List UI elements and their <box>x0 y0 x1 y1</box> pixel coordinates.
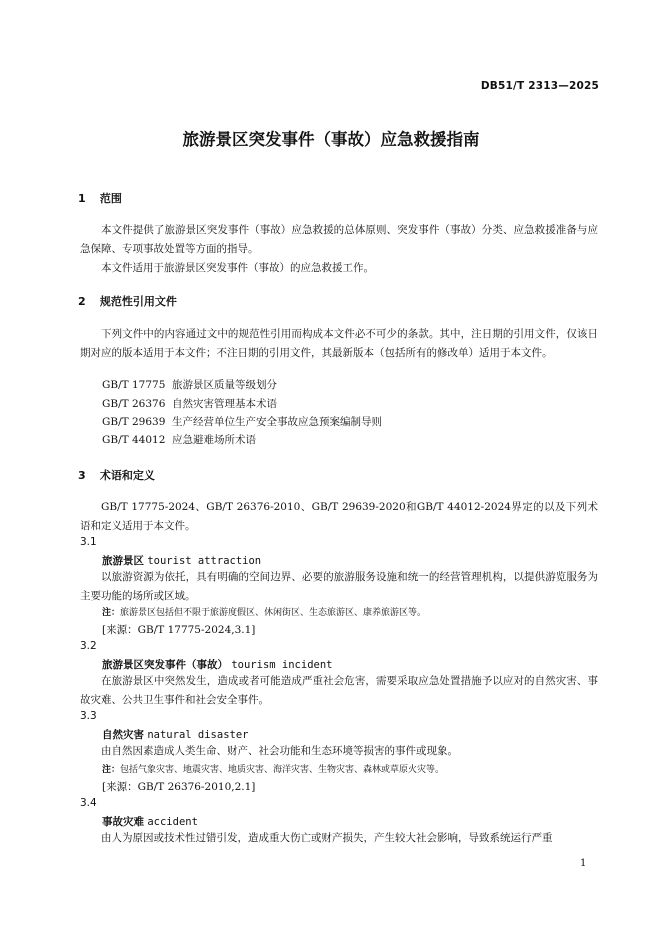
term-definition: 在旅游景区中突然发生，造成或者可能造成严重社会危害，需要采取应急处置措施予以应对的自然灾害、事故灾难、公共卫生事件和社会安全事件。 <box>80 675 598 706</box>
section-1-heading <box>78 190 122 206</box>
term-heading <box>102 727 249 742</box>
term-english: tourist attraction <box>147 555 262 567</box>
section-number: 2 <box>78 295 86 308</box>
section-3-heading <box>78 467 155 483</box>
reference-item <box>102 432 256 447</box>
section-title: 术语和定义 <box>99 469 155 482</box>
term-chinese: 自然灾害 <box>102 729 144 741</box>
note-label: 注： <box>102 608 121 618</box>
section-number: 1 <box>78 192 86 205</box>
term-source: [来源：GB/T 26376-2010,2.1] <box>102 781 256 793</box>
term-definition: 以旅游资源为依托，具有明确的空间边界、必要的旅游服务设施和统一的经营管理机构，以提供游览服务为主要功能的场所或区域。 <box>80 571 598 602</box>
reference-name: 自然灾害管理基本术语 <box>172 398 277 410</box>
term-chinese: 旅游景区 <box>102 555 144 567</box>
reference-name: 旅游景区质量等级划分 <box>172 379 277 391</box>
term-english: natural disaster <box>147 729 249 741</box>
reference-item <box>102 377 277 392</box>
section-1-paragraph-1: 本文件提供了旅游景区突发事件（事故）应急救援的总体原则、突发事件（事故）分类、应急救援准备与应急保障、专项事故处置等方面的指导。 <box>80 224 598 255</box>
term-number: 3.3 <box>80 710 97 722</box>
term-heading <box>102 657 333 672</box>
section-title: 规范性引用文件 <box>99 295 177 308</box>
note-text: 包括气象灾害、地震灾害、地质灾害、海洋灾害、生物灾害、森林或草原火灾等。 <box>120 765 445 775</box>
note-text: 旅游景区包括但不限于旅游度假区、休闲街区、生态旅游区、康养旅游区等。 <box>120 608 427 618</box>
section-2-paragraph: 下列文件中的内容通过文中的规范性引用而构成本文件必不可少的条款。其中，注日期的引用文件，仅该日期对应的版本适用于本文件；不注日期的引用文件，其最新版本（包括所有的修改单）适用于本文件。 <box>80 328 598 359</box>
page-number: 1 <box>580 858 587 869</box>
section-3-paragraph: GB/T 17775-2024、GB/T 26376-2010、GB/T 29639-2020和GB/T 44012-2024界定的以及下列术语和定义适用于本文件。 <box>80 501 598 532</box>
document-title: 旅游景区突发事件（事故）应急救援指南 <box>182 130 480 149</box>
document-number: DB51/T 2313—2025 <box>480 80 599 92</box>
reference-item <box>102 414 382 429</box>
reference-item <box>102 396 277 411</box>
note-label: 注： <box>102 765 121 775</box>
reference-code: GB/T 44012 <box>102 434 166 446</box>
term-source: [来源：GB/T 17775-2024,3.1] <box>102 624 256 636</box>
term-number: 3.1 <box>80 536 97 548</box>
term-english: tourism incident <box>231 659 333 671</box>
reference-code: GB/T 17775 <box>102 379 166 391</box>
term-note <box>102 762 444 775</box>
term-english: accident <box>147 816 198 828</box>
term-number: 3.4 <box>80 797 97 809</box>
section-2-heading <box>78 293 177 309</box>
section-number: 3 <box>78 469 86 482</box>
term-heading <box>102 553 261 568</box>
reference-code: GB/T 29639 <box>102 416 166 428</box>
term-definition: 由自然因素造成人类生命、财产、社会功能和生态环境等损害的事件或现象。 <box>101 745 458 757</box>
term-definition: 由人为原因或技术性过错引发，造成重大伤亡或财产损失，产生较大社会影响，导致系统运行严重 <box>101 832 553 844</box>
term-note <box>102 605 426 618</box>
term-number: 3.2 <box>80 640 97 652</box>
term-chinese: 旅游景区突发事件（事故） <box>102 659 228 671</box>
reference-name: 生产经营单位生产安全事故应急预案编制导则 <box>172 416 382 428</box>
section-title: 范围 <box>99 192 122 205</box>
reference-name: 应急避难场所术语 <box>172 434 256 446</box>
term-heading <box>102 814 198 829</box>
reference-code: GB/T 26376 <box>102 398 166 410</box>
term-chinese: 事故灾难 <box>102 816 144 828</box>
section-1-paragraph-2: 本文件适用于旅游景区突发事件（事故）的应急救援工作。 <box>101 262 374 274</box>
